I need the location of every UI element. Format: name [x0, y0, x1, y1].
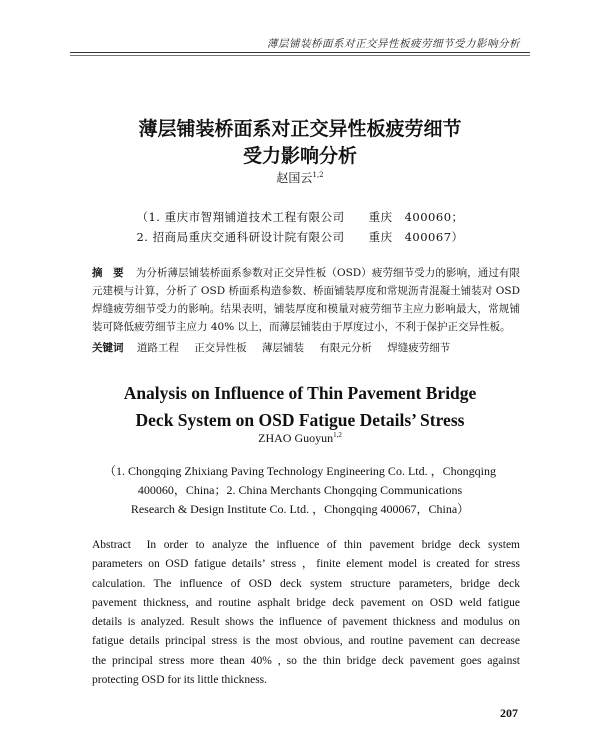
keyword-5: 焊缝疲劳细节: [387, 342, 451, 354]
abstract-en-label: Abstract: [92, 539, 131, 551]
keyword-4: 有限元分析: [319, 342, 372, 354]
abstract-cn-text: 为分析薄层铺装桥面系参数对正交异性板（OSD）疲劳细节受力的影响，通过有限元建模与计算，分析了 OSD 桥面系构造参数、桥面铺装厚度和常规沥青混凝土铺装对 OSD 焊缝疲劳细节受力的影响。结果表明，铺装厚度和模量对疲劳细节主应力影响最大，常规铺装可降低疲劳细节主应力 40% 以上，而薄层铺装由于厚度过小，不利于保护正交异性板。: [92, 267, 521, 333]
abstract-cn-label: 摘 要: [92, 267, 124, 279]
author-cn-name: 赵国云: [276, 171, 313, 185]
affil-en-line-1: （1. Chongqing Zhixiang Paving Technology Engineering Co. Ltd. ，Chongqing: [104, 464, 496, 478]
author-en-sup: 1,2: [333, 431, 342, 439]
abstract-en-line: the principal stress more thean 40% , so the thin bridge deck pavement goes against: [92, 654, 520, 667]
keyword-1: 道路工程: [136, 342, 179, 354]
abstract-en-line: details is analyzed. Result shows the influence of pavement thickness and modulus on: [92, 616, 520, 629]
title-en-line-1: Analysis on Influence of Thin Pavement Bridge: [123, 383, 477, 403]
title-cn-line-2: 受力影响分析: [242, 145, 357, 167]
keyword-3: 薄层铺装: [262, 342, 305, 354]
affil-cn-line-1: （1. 重庆市智翔铺道技术工程有限公司 重庆 400060；: [136, 210, 464, 224]
title-english: [0, 380, 600, 434]
abstract-en-text: In order to analyze the influence of thin pavement bridge deck system: [146, 539, 521, 551]
keywords-cn-label: 关键词: [92, 342, 124, 354]
abstract-english: [92, 536, 520, 690]
abstract-en-line: [92, 536, 520, 555]
page-number: 207: [500, 706, 518, 720]
header-rule-thin: [70, 55, 530, 56]
author-english: [0, 431, 600, 446]
abstract-en-line: fatigue details principal stress is the most obvious, and routine pavement can decrease: [92, 635, 520, 648]
abstract-en-line: calculation. The influence of OSD deck system structure parameters, bridge deck: [92, 577, 520, 590]
keywords-chinese: [92, 339, 520, 357]
title-cn-line-1: 薄层铺装桥面系对正交异性板疲劳细节: [138, 118, 462, 140]
affil-cn-line-2: 2. 招商局重庆交通科研设计院有限公司 重庆 400067）: [136, 230, 464, 244]
title-en-line-2: Deck System on OSD Fatigue Details’ Stress: [135, 410, 465, 430]
abstract-en-line: pavement thickness, and routine asphalt bridge deck pavement on OSD weld fatigue: [92, 596, 520, 609]
title-chinese: [0, 116, 600, 170]
running-head: 薄层铺装桥面系对正交异性板疲劳细节受力影响分析: [267, 38, 520, 50]
abstract-en-line: parameters on OSD fatigue details’ stress ，finite element model is created for stress: [92, 558, 520, 571]
author-cn-sup: 1,2: [312, 171, 324, 179]
affiliations-chinese: [0, 207, 600, 247]
author-chinese: [0, 169, 600, 186]
affil-en-line-2: 400060，China；2. China Merchants Chongqing Communications: [137, 483, 463, 497]
abstract-en-line: protecting OSD for its little thickness.: [92, 674, 268, 687]
affil-en-line-3: Research & Design Institute Co. Ltd. ，Chongqing 400067，China）: [130, 502, 470, 516]
header-rule: [70, 52, 530, 53]
abstract-chinese: [92, 264, 520, 336]
author-en-name: ZHAO Guoyun: [258, 431, 334, 445]
affiliations-english: [0, 462, 600, 519]
keyword-2: 正交异性板: [194, 342, 247, 354]
